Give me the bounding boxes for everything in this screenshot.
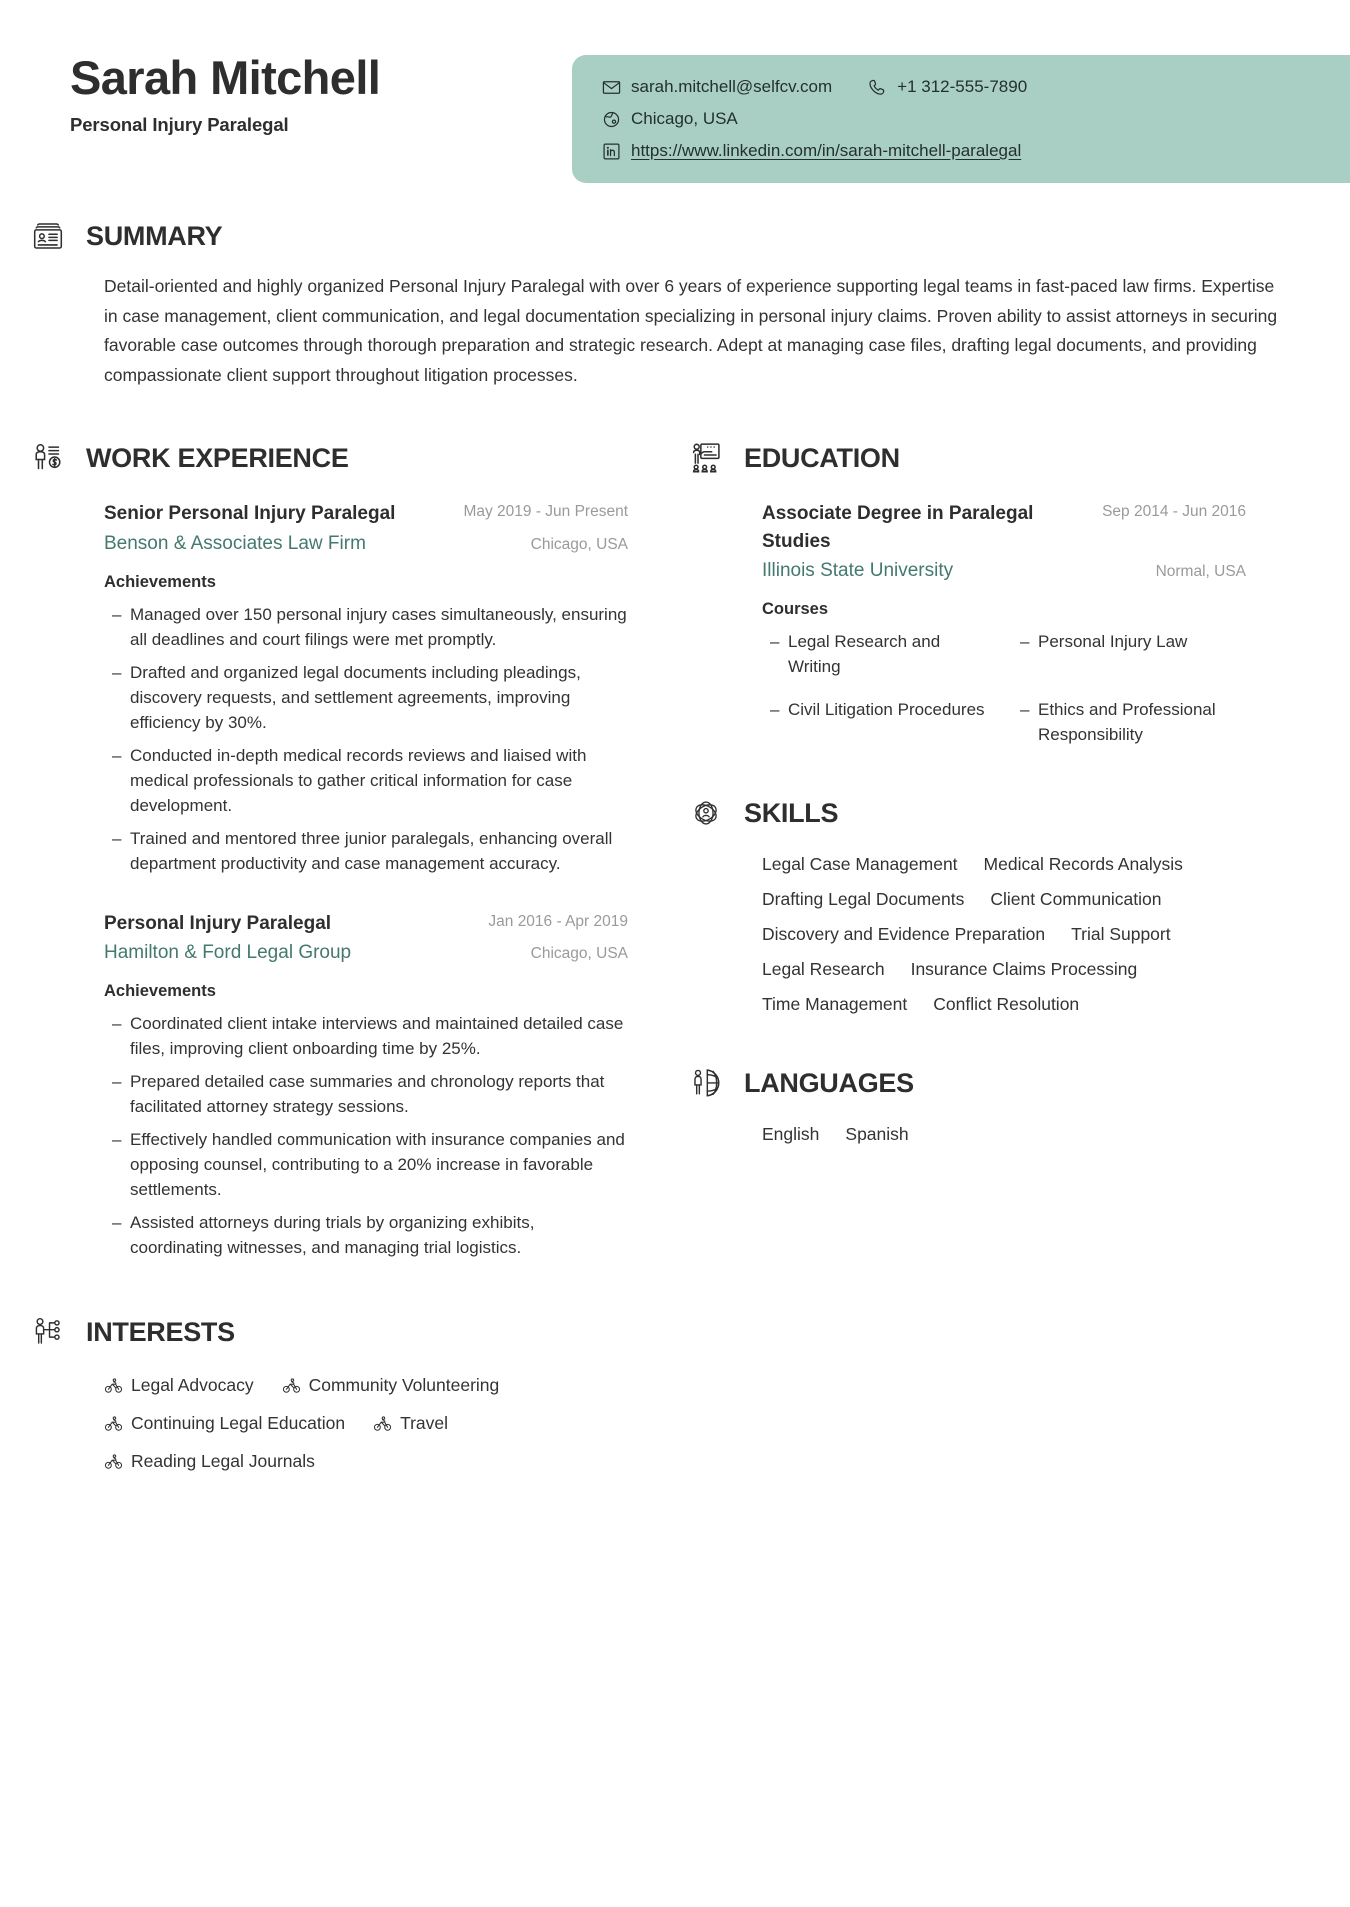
person-globe-icon xyxy=(686,1063,726,1103)
list-item: Spanish xyxy=(845,1124,909,1145)
skills-section xyxy=(686,793,1246,1017)
list-item: Client Communication xyxy=(990,889,1162,910)
skill-badge-icon xyxy=(686,793,726,833)
job-title: Personal Injury Paralegal xyxy=(70,113,289,135)
work-entries xyxy=(104,500,628,1260)
identity-block xyxy=(70,52,380,136)
education-entry-sub xyxy=(762,560,1246,582)
list-item: Discovery and Evidence Preparation xyxy=(762,924,1046,945)
list-item: – Civil Litigation Procedures xyxy=(762,697,996,747)
contact-row-3 xyxy=(602,141,1350,161)
list-item xyxy=(104,1408,345,1438)
list-item xyxy=(104,1370,254,1400)
work-role: Personal Injury Paralegal xyxy=(104,912,332,934)
list-item: – Effectively handled communication with insurance companies and opposing counsel, contributing to a 20% increase in favorable settlements. xyxy=(104,1127,628,1202)
work-achievements-list xyxy=(104,602,628,876)
work-role: Senior Personal Injury Paralegal xyxy=(104,503,396,524)
work-entry xyxy=(104,910,628,1261)
languages-title: LANGUAGES xyxy=(744,1067,914,1098)
work-entry-top xyxy=(104,910,628,938)
list-item xyxy=(104,1446,315,1476)
bicycle-icon xyxy=(104,1414,123,1433)
list-item: Legal Research xyxy=(762,959,885,980)
interests-list xyxy=(104,1370,644,1476)
languages-section xyxy=(686,1063,1246,1147)
achievements-label: Achievements xyxy=(104,982,216,1001)
list-item: Medical Records Analysis xyxy=(983,854,1183,875)
languages-heading xyxy=(686,1063,1246,1103)
work-location: Chicago, USA xyxy=(530,535,628,553)
list-item xyxy=(282,1370,500,1400)
bicycle-icon xyxy=(373,1414,392,1433)
resume-body xyxy=(0,438,1350,1260)
teacher-board-icon xyxy=(686,438,726,478)
interest-label: Legal Advocacy xyxy=(131,1375,254,1396)
contact-email[interactable] xyxy=(602,77,832,97)
list-item: – Conducted in-depth medical records reviews and liaised with medical professionals to gather critical information for case development. xyxy=(104,743,628,818)
page-title: Sarah Mitchell xyxy=(70,51,381,104)
education-heading xyxy=(686,438,1246,478)
contact-phone[interactable] xyxy=(868,77,1027,97)
contact-linkedin-text[interactable]: https://www.linkedin.com/in/sarah-mitchell-paralegal xyxy=(631,141,1022,160)
phone-icon xyxy=(868,78,887,97)
right-column xyxy=(686,438,1246,1260)
work-entry-sub xyxy=(104,533,628,555)
education-location: Normal, USA xyxy=(1155,563,1246,581)
list-item: Drafting Legal Documents xyxy=(762,889,965,910)
list-item: Insurance Claims Processing xyxy=(910,959,1138,980)
skills-title: SKILLS xyxy=(744,797,839,828)
contact-card xyxy=(572,55,1350,183)
list-item: – Trained and mentored three junior paralegals, enhancing overall department productivity and case management accuracy. xyxy=(104,826,628,876)
envelope-icon xyxy=(602,78,621,97)
interest-label: Reading Legal Journals xyxy=(131,1451,315,1472)
list-item xyxy=(373,1408,448,1438)
person-network-icon xyxy=(28,1312,68,1352)
interest-label: Community Volunteering xyxy=(308,1375,500,1396)
contact-email-text: sarah.mitchell@selfcv.com xyxy=(631,77,833,96)
list-item: Legal Case Management xyxy=(762,854,958,875)
summary-text: Detail-oriented and highly organized Personal Injury Paralegal with over 6 years of experience supporting legal teams in fast-paced law firms. Expertise in case management, client communication, and legal documentation specializing in personal injury claims. Proven ability to assist attorneys in securing favorable case outcomes through thorough preparation and strategic research. Adept at managing case files, drafting legal documents, and providing compassionate client support throughout litigation processes. xyxy=(104,276,1278,385)
education-institution: Illinois State University xyxy=(762,560,954,582)
list-item: English xyxy=(762,1124,820,1145)
contact-location xyxy=(602,109,738,129)
interest-label: Travel xyxy=(400,1413,449,1434)
bicycle-icon xyxy=(104,1452,123,1471)
contact-linkedin[interactable] xyxy=(602,141,1021,161)
summary-title: SUMMARY xyxy=(86,220,223,251)
education-entry-top xyxy=(762,500,1246,555)
education-title: EDUCATION xyxy=(744,442,900,473)
interests-heading xyxy=(28,1312,1350,1352)
work-organization: Hamilton & Ford Legal Group xyxy=(104,942,352,964)
skills-heading xyxy=(686,793,1246,833)
resume-header xyxy=(0,0,1350,192)
work-experience-title: WORK EXPERIENCE xyxy=(86,442,349,473)
work-date: May 2019 - Jun Present xyxy=(463,503,628,520)
languages-list xyxy=(762,1121,1232,1147)
work-location: Chicago, USA xyxy=(530,945,628,963)
list-item: Conflict Resolution xyxy=(933,994,1080,1015)
interests-title: INTERESTS xyxy=(86,1316,235,1347)
list-item: – Drafted and organized legal documents including pleadings, discovery requests, and settlement agreements, improving efficiency by 30%. xyxy=(104,660,628,735)
contact-phone-text: +1 312-555-7890 xyxy=(897,77,1028,96)
achievements-label: Achievements xyxy=(104,572,216,591)
skills-list xyxy=(762,851,1232,1017)
summary-section xyxy=(0,216,1350,390)
work-entry-top xyxy=(104,500,628,528)
list-item: – Prepared detailed case summaries and chronology reports that facilitated attorney strategy sessions. xyxy=(104,1069,628,1119)
list-item: – Personal Injury Law xyxy=(1012,629,1246,679)
work-achievements-list xyxy=(104,1011,628,1260)
contact-row-1 xyxy=(602,77,1350,97)
education-entries xyxy=(762,500,1246,747)
left-column xyxy=(28,438,628,1260)
contact-location-text: Chicago, USA xyxy=(631,109,738,128)
list-item: – Legal Research and Writing xyxy=(762,629,996,679)
interests-section xyxy=(0,1312,1350,1516)
list-item: – Ethics and Professional Responsibility xyxy=(1012,697,1246,747)
person-salary-icon xyxy=(28,438,68,478)
bicycle-icon xyxy=(282,1376,301,1395)
work-date: Jan 2016 - Apr 2019 xyxy=(488,912,628,930)
courses-grid xyxy=(762,629,1246,747)
work-experience-heading xyxy=(28,438,628,478)
list-item: – Coordinated client intake interviews and maintained detailed case files, improving client onboarding time by 25%. xyxy=(104,1011,628,1061)
list-item: – Managed over 150 personal injury cases simultaneously, ensuring all deadlines and court filings were met promptly. xyxy=(104,602,628,652)
education-entry xyxy=(762,500,1246,747)
contact-row-2 xyxy=(602,109,1350,129)
summary-heading xyxy=(28,216,1350,256)
interest-label: Continuing Legal Education xyxy=(131,1413,346,1434)
education-date: Sep 2014 - Jun 2016 xyxy=(1102,503,1246,520)
work-entry-sub xyxy=(104,942,628,964)
work-organization: Benson & Associates Law Firm xyxy=(104,532,366,554)
list-item: Trial Support xyxy=(1071,924,1171,945)
list-item: Time Management xyxy=(762,994,908,1015)
id-card-icon xyxy=(28,216,68,256)
list-item: – Assisted attorneys during trials by organizing exhibits, coordinating witnesses, and managing trial logistics. xyxy=(104,1210,628,1260)
courses-label: Courses xyxy=(762,600,829,619)
globe-pin-icon xyxy=(602,110,621,129)
work-entry xyxy=(104,500,628,876)
linkedin-icon xyxy=(602,142,621,161)
education-degree: Associate Degree in Paralegal Studies xyxy=(762,503,1034,552)
bicycle-icon xyxy=(104,1376,123,1395)
